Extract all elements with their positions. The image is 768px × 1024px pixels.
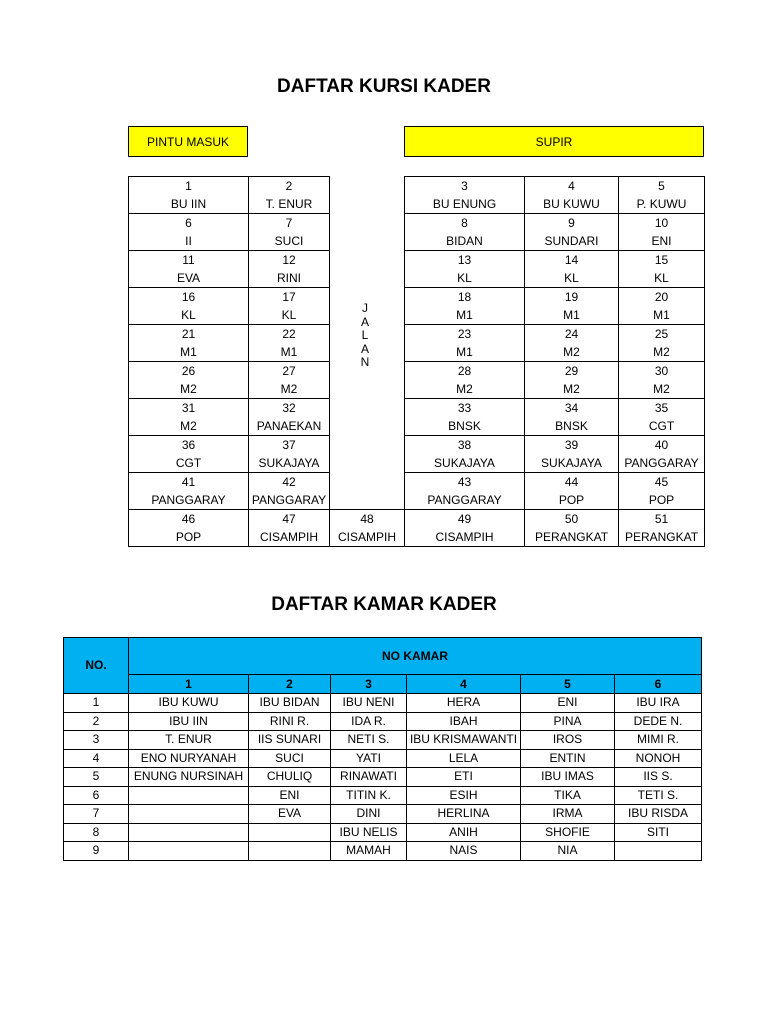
seat-number: 33 (457, 401, 472, 415)
room-occupant-cell: RINAWATI (331, 768, 407, 787)
room-occupant-cell: T. ENUR (129, 731, 249, 750)
seat-number: 17 (282, 290, 296, 304)
seat-number: 30 (654, 364, 669, 378)
seat-cell (619, 362, 705, 399)
seat-cell (619, 325, 705, 362)
seat-number: 16 (181, 290, 196, 304)
seat-row (129, 399, 705, 436)
room-number-header: 3 (331, 675, 407, 694)
seat-cell (249, 399, 330, 436)
seat-cell (525, 510, 619, 547)
seat-number: 28 (457, 364, 472, 378)
seat-cell (619, 177, 705, 214)
aisle-cell (330, 399, 405, 436)
room-occupant-cell: DEDE N. (615, 712, 702, 731)
seat-occupant: M2 (456, 382, 473, 396)
seat-occupant: M2 (563, 345, 580, 359)
seat-cell (249, 510, 330, 547)
room-occupant-cell: IRMA (521, 805, 615, 824)
seat-occupant: M1 (653, 308, 670, 322)
room-number-header: 5 (521, 675, 615, 694)
seat-number: 12 (282, 253, 296, 267)
seat-row (129, 510, 705, 547)
seat-cell (619, 436, 705, 473)
seat-number: 18 (457, 290, 472, 304)
seat-number: 40 (654, 438, 669, 452)
room-row (64, 712, 702, 731)
room-occupant-cell (129, 786, 249, 805)
seat-occupant: BIDAN (446, 234, 483, 248)
seat-number: 44 (564, 475, 579, 489)
seat-number: 4 (568, 179, 575, 193)
seat-cell (129, 436, 249, 473)
seat-occupant: KL (281, 308, 297, 322)
room-row-number: 9 (64, 842, 129, 861)
seat-number: 3 (461, 179, 468, 193)
seat-cell (249, 214, 330, 251)
room-occupant-cell: MAMAH (331, 842, 407, 861)
seat-number: 19 (564, 290, 579, 304)
room-occupant-cell: YATI (331, 749, 407, 768)
seat-occupant: SUCI (274, 234, 304, 248)
room-row (64, 786, 702, 805)
seat-cell (619, 473, 705, 510)
seat-cell (619, 510, 705, 547)
seat-number: 43 (457, 475, 472, 489)
seat-number: 14 (564, 253, 579, 267)
room-number-header: 6 (615, 675, 702, 694)
seat-cell (129, 399, 249, 436)
seat-cell (249, 251, 330, 288)
room-row (64, 694, 702, 713)
seat-number: 24 (564, 327, 579, 341)
room-occupant-cell: CHULIQ (249, 768, 331, 787)
seat-number: 26 (181, 364, 196, 378)
seat-occupant: KL (181, 308, 196, 322)
room-occupant-cell: ESIH (407, 786, 521, 805)
room-row-number: 2 (64, 712, 129, 731)
seat-cell (619, 288, 705, 325)
seat-occupant: CISAMPIH (435, 530, 494, 544)
seat-occupant: POP (558, 493, 585, 507)
seat-cell (249, 177, 330, 214)
seat-occupant: PANGGARAY (251, 493, 327, 507)
seat-number: 29 (564, 364, 579, 378)
room-occupant-cell (129, 842, 249, 861)
room-row (64, 805, 702, 824)
seat-occupant: CISAMPIH (337, 530, 396, 544)
seat-occupant: M2 (280, 382, 298, 396)
seat-occupant: BU ENUNG (432, 197, 497, 211)
seat-cell (249, 436, 330, 473)
seat-occupant: CGT (175, 456, 202, 470)
seat-cell (129, 177, 249, 214)
seat-number: 22 (282, 327, 296, 341)
room-occupant-cell: ENO NURYANAH (129, 749, 249, 768)
seat-occupant: POP (648, 493, 675, 507)
aisle-letter: A (360, 341, 369, 356)
seat-cell (129, 214, 249, 251)
room-occupant-cell: IBU KRISMAWANTI (407, 731, 521, 750)
seat-occupant: PANGGARAY (624, 456, 699, 470)
room-row (64, 768, 702, 787)
seat-occupant: SUKAJAYA (258, 456, 320, 470)
seat-occupant: P. KUWU (636, 197, 687, 211)
room-occupant-cell: IIS SUNARI (249, 731, 331, 750)
seat-number: 6 (185, 216, 192, 230)
seat-cell (405, 177, 525, 214)
seat-row (129, 177, 705, 214)
room-occupant-cell: ENUNG NURSINAH (129, 768, 249, 787)
room-occupant-cell: IBU NELIS (331, 823, 407, 842)
seat-number: 32 (282, 401, 296, 415)
room-number-header: 2 (249, 675, 331, 694)
seat-number: 5 (658, 179, 665, 193)
seat-cell (525, 177, 619, 214)
seat-occupant: M2 (180, 419, 197, 433)
room-row (64, 749, 702, 768)
seat-number: 1 (185, 179, 192, 193)
seat-cell (249, 362, 330, 399)
aisle-cell (330, 251, 405, 288)
seat-occupant: M1 (456, 308, 473, 322)
room-occupant-cell: IBAH (407, 712, 521, 731)
seat-cell (619, 399, 705, 436)
room-occupant-cell: IBU KUWU (129, 694, 249, 713)
seat-cell (525, 473, 619, 510)
seat-number: 20 (654, 290, 669, 304)
room-occupant-cell: ENI (521, 694, 615, 713)
seat-occupant: KL (654, 271, 669, 285)
seat-cell (129, 251, 249, 288)
seat-occupant: T. ENUR (265, 197, 313, 211)
room-occupant-cell: TETI S. (615, 786, 702, 805)
room-occupant-cell (249, 842, 331, 861)
seat-number: 41 (181, 475, 196, 489)
room-occupant-cell: PINA (521, 712, 615, 731)
room-occupant-cell: NONOH (615, 749, 702, 768)
seat-number: 13 (457, 253, 472, 267)
seat-occupant: EVA (176, 271, 201, 285)
seat-number: 37 (282, 438, 296, 452)
seat-number: 46 (181, 512, 196, 526)
aisle-letter: J (362, 301, 368, 315)
room-row-number: 7 (64, 805, 129, 824)
room-number-header: 1 (129, 675, 249, 694)
room-occupant-cell: DINI (331, 805, 407, 824)
room-occupant-cell: IBU IIN (129, 712, 249, 731)
seat-occupant: KL (564, 271, 579, 285)
seat-row (129, 362, 705, 399)
driver-seat-label: SUPIR (404, 126, 704, 157)
seat-occupant: POP (175, 530, 202, 544)
seat-number: 9 (568, 216, 575, 230)
seat-cell (525, 214, 619, 251)
seat-number: 36 (181, 438, 196, 452)
seat-number: 38 (457, 438, 472, 452)
room-occupant-cell: MIMI R. (615, 731, 702, 750)
room-row-number: 6 (64, 786, 129, 805)
seat-row (129, 251, 705, 288)
room-number-header: 4 (407, 675, 521, 694)
seat-number: 7 (285, 216, 293, 230)
seat-cell (330, 510, 405, 547)
room-occupant-cell: EVA (249, 805, 331, 824)
seat-occupant: KL (457, 271, 472, 285)
seat-number: 34 (564, 401, 579, 415)
seat-row (129, 473, 705, 510)
seat-occupant: RINI (277, 271, 301, 285)
seat-occupant: PERANGKAT (534, 530, 609, 544)
seat-number: 15 (654, 253, 669, 267)
seat-list-title: DAFTAR KURSI KADER (277, 76, 491, 97)
room-row-number: 3 (64, 731, 129, 750)
aisle-letter: N (360, 355, 370, 369)
seat-number: 42 (282, 475, 296, 489)
room-row (64, 823, 702, 842)
seat-cell (129, 510, 249, 547)
room-occupant-cell: LELA (407, 749, 521, 768)
seat-cell (405, 399, 525, 436)
seat-number: 10 (654, 216, 669, 230)
seat-cell (405, 251, 525, 288)
room-occupant-cell: HERA (407, 694, 521, 713)
seat-cell (405, 288, 525, 325)
seat-occupant: PERANGKAT (624, 530, 699, 544)
room-occupant-cell: NETI S. (331, 731, 407, 750)
seat-occupant: ENI (651, 234, 672, 248)
seat-cell (405, 362, 525, 399)
room-occupant-cell: SHOFIE (521, 823, 615, 842)
seat-cell (525, 436, 619, 473)
seat-occupant: II (185, 234, 192, 248)
room-occupant-cell: NAIS (407, 842, 521, 861)
seat-cell (525, 362, 619, 399)
seat-number: 27 (282, 364, 296, 378)
room-occupant-cell: IIS S. (615, 768, 702, 787)
seat-number: 2 (285, 179, 293, 193)
room-row (64, 842, 702, 861)
aisle-cell (330, 177, 405, 214)
seat-cell (619, 251, 705, 288)
room-list-title: DAFTAR KAMAR KADER (271, 594, 497, 615)
room-occupant-cell (249, 823, 331, 842)
seat-cell (525, 288, 619, 325)
room-occupant-cell: IBU RISDA (615, 805, 702, 824)
seat-number: 23 (457, 327, 472, 341)
room-table (63, 637, 702, 861)
room-occupant-cell: SITI (615, 823, 702, 842)
seat-number: 49 (457, 512, 472, 526)
seat-occupant: SUKAJAYA (541, 456, 602, 470)
seat-number: 51 (654, 512, 669, 526)
aisle-letter: L (361, 328, 369, 342)
seat-occupant: BNSK (555, 419, 588, 433)
aisle-letter: A (360, 314, 369, 329)
seat-occupant: CGT (648, 419, 675, 433)
seat-row (129, 325, 705, 362)
seat-row (129, 288, 705, 325)
room-occupant-cell: SUCI (249, 749, 331, 768)
room-occupant-cell: IBU BIDAN (249, 694, 331, 713)
seat-number: 47 (282, 512, 296, 526)
aisle-cell (330, 214, 405, 251)
seat-cell (249, 325, 330, 362)
seat-occupant: BNSK (448, 419, 481, 433)
room-no-header: NO. (64, 638, 129, 694)
aisle-cell (330, 473, 405, 510)
room-occupant-cell: TITIN K. (331, 786, 407, 805)
seat-cell (249, 288, 330, 325)
room-row-number: 8 (64, 823, 129, 842)
seat-cell (129, 288, 249, 325)
room-occupant-cell: ANIH (407, 823, 521, 842)
seat-cell (405, 436, 525, 473)
seat-occupant: M2 (653, 382, 670, 396)
seat-row (129, 436, 705, 473)
room-occupant-cell: IDA R. (331, 712, 407, 731)
room-group-header: NO KAMAR (129, 638, 702, 675)
aisle-cell (330, 436, 405, 473)
seat-occupant: PANAEKAN (256, 419, 322, 433)
seat-number: 45 (654, 475, 669, 489)
seat-number: 21 (181, 327, 196, 341)
seat-cell (405, 510, 525, 547)
seat-number: 48 (360, 512, 374, 526)
seat-cell (129, 473, 249, 510)
room-row-number: 1 (64, 694, 129, 713)
seat-cell (129, 362, 249, 399)
room-occupant-cell: IBU NENI (331, 694, 407, 713)
seat-number: 39 (564, 438, 579, 452)
seat-number: 50 (564, 512, 579, 526)
seat-occupant: SUKAJAYA (434, 456, 495, 470)
seat-occupant: M1 (280, 345, 298, 359)
seat-cell (525, 399, 619, 436)
seat-cell (525, 251, 619, 288)
seat-occupant: PANGGARAY (151, 493, 226, 507)
seat-occupant: M2 (563, 382, 580, 396)
seat-row (129, 214, 705, 251)
room-occupant-cell: ENI (249, 786, 331, 805)
seat-number: 8 (461, 216, 468, 230)
room-row (64, 731, 702, 750)
seat-occupant: BU KUWU (543, 197, 600, 211)
seat-number: 31 (181, 401, 196, 415)
room-occupant-cell: TIKA (521, 786, 615, 805)
seat-table (128, 176, 705, 547)
room-occupant-cell: IROS (521, 731, 615, 750)
seat-number: 25 (654, 327, 669, 341)
seat-cell (525, 325, 619, 362)
seat-occupant: CISAMPIH (259, 530, 318, 544)
seat-occupant: M1 (180, 345, 197, 359)
seat-cell (129, 325, 249, 362)
seat-occupant: M1 (456, 345, 473, 359)
seat-number: 35 (654, 401, 669, 415)
seat-occupant: M2 (653, 345, 670, 359)
room-occupant-cell: IBU IMAS (521, 768, 615, 787)
seat-occupant: M1 (563, 308, 580, 322)
seat-occupant: M2 (180, 382, 197, 396)
room-occupant-cell: RINI R. (249, 712, 331, 731)
seat-cell (249, 473, 330, 510)
seat-cell (405, 473, 525, 510)
room-occupant-cell: ETI (407, 768, 521, 787)
room-occupant-cell (129, 805, 249, 824)
seat-cell (405, 214, 525, 251)
room-occupant-cell: ENTIN (521, 749, 615, 768)
room-occupant-cell (129, 823, 249, 842)
seat-cell (405, 325, 525, 362)
entry-door-label: PINTU MASUK (128, 126, 248, 157)
room-occupant-cell: IBU IRA (615, 694, 702, 713)
seat-cell (619, 214, 705, 251)
room-occupant-cell (615, 842, 702, 861)
room-occupant-cell: HERLINA (407, 805, 521, 824)
seat-occupant: BU IIN (170, 197, 207, 211)
aisle-label (357, 302, 373, 370)
seat-occupant: SUNDARI (544, 234, 599, 248)
room-occupant-cell: NIA (521, 842, 615, 861)
room-row-number: 4 (64, 749, 129, 768)
seat-number: 11 (182, 253, 195, 267)
room-row-number: 5 (64, 768, 129, 787)
seat-occupant: PANGGARAY (427, 493, 502, 507)
